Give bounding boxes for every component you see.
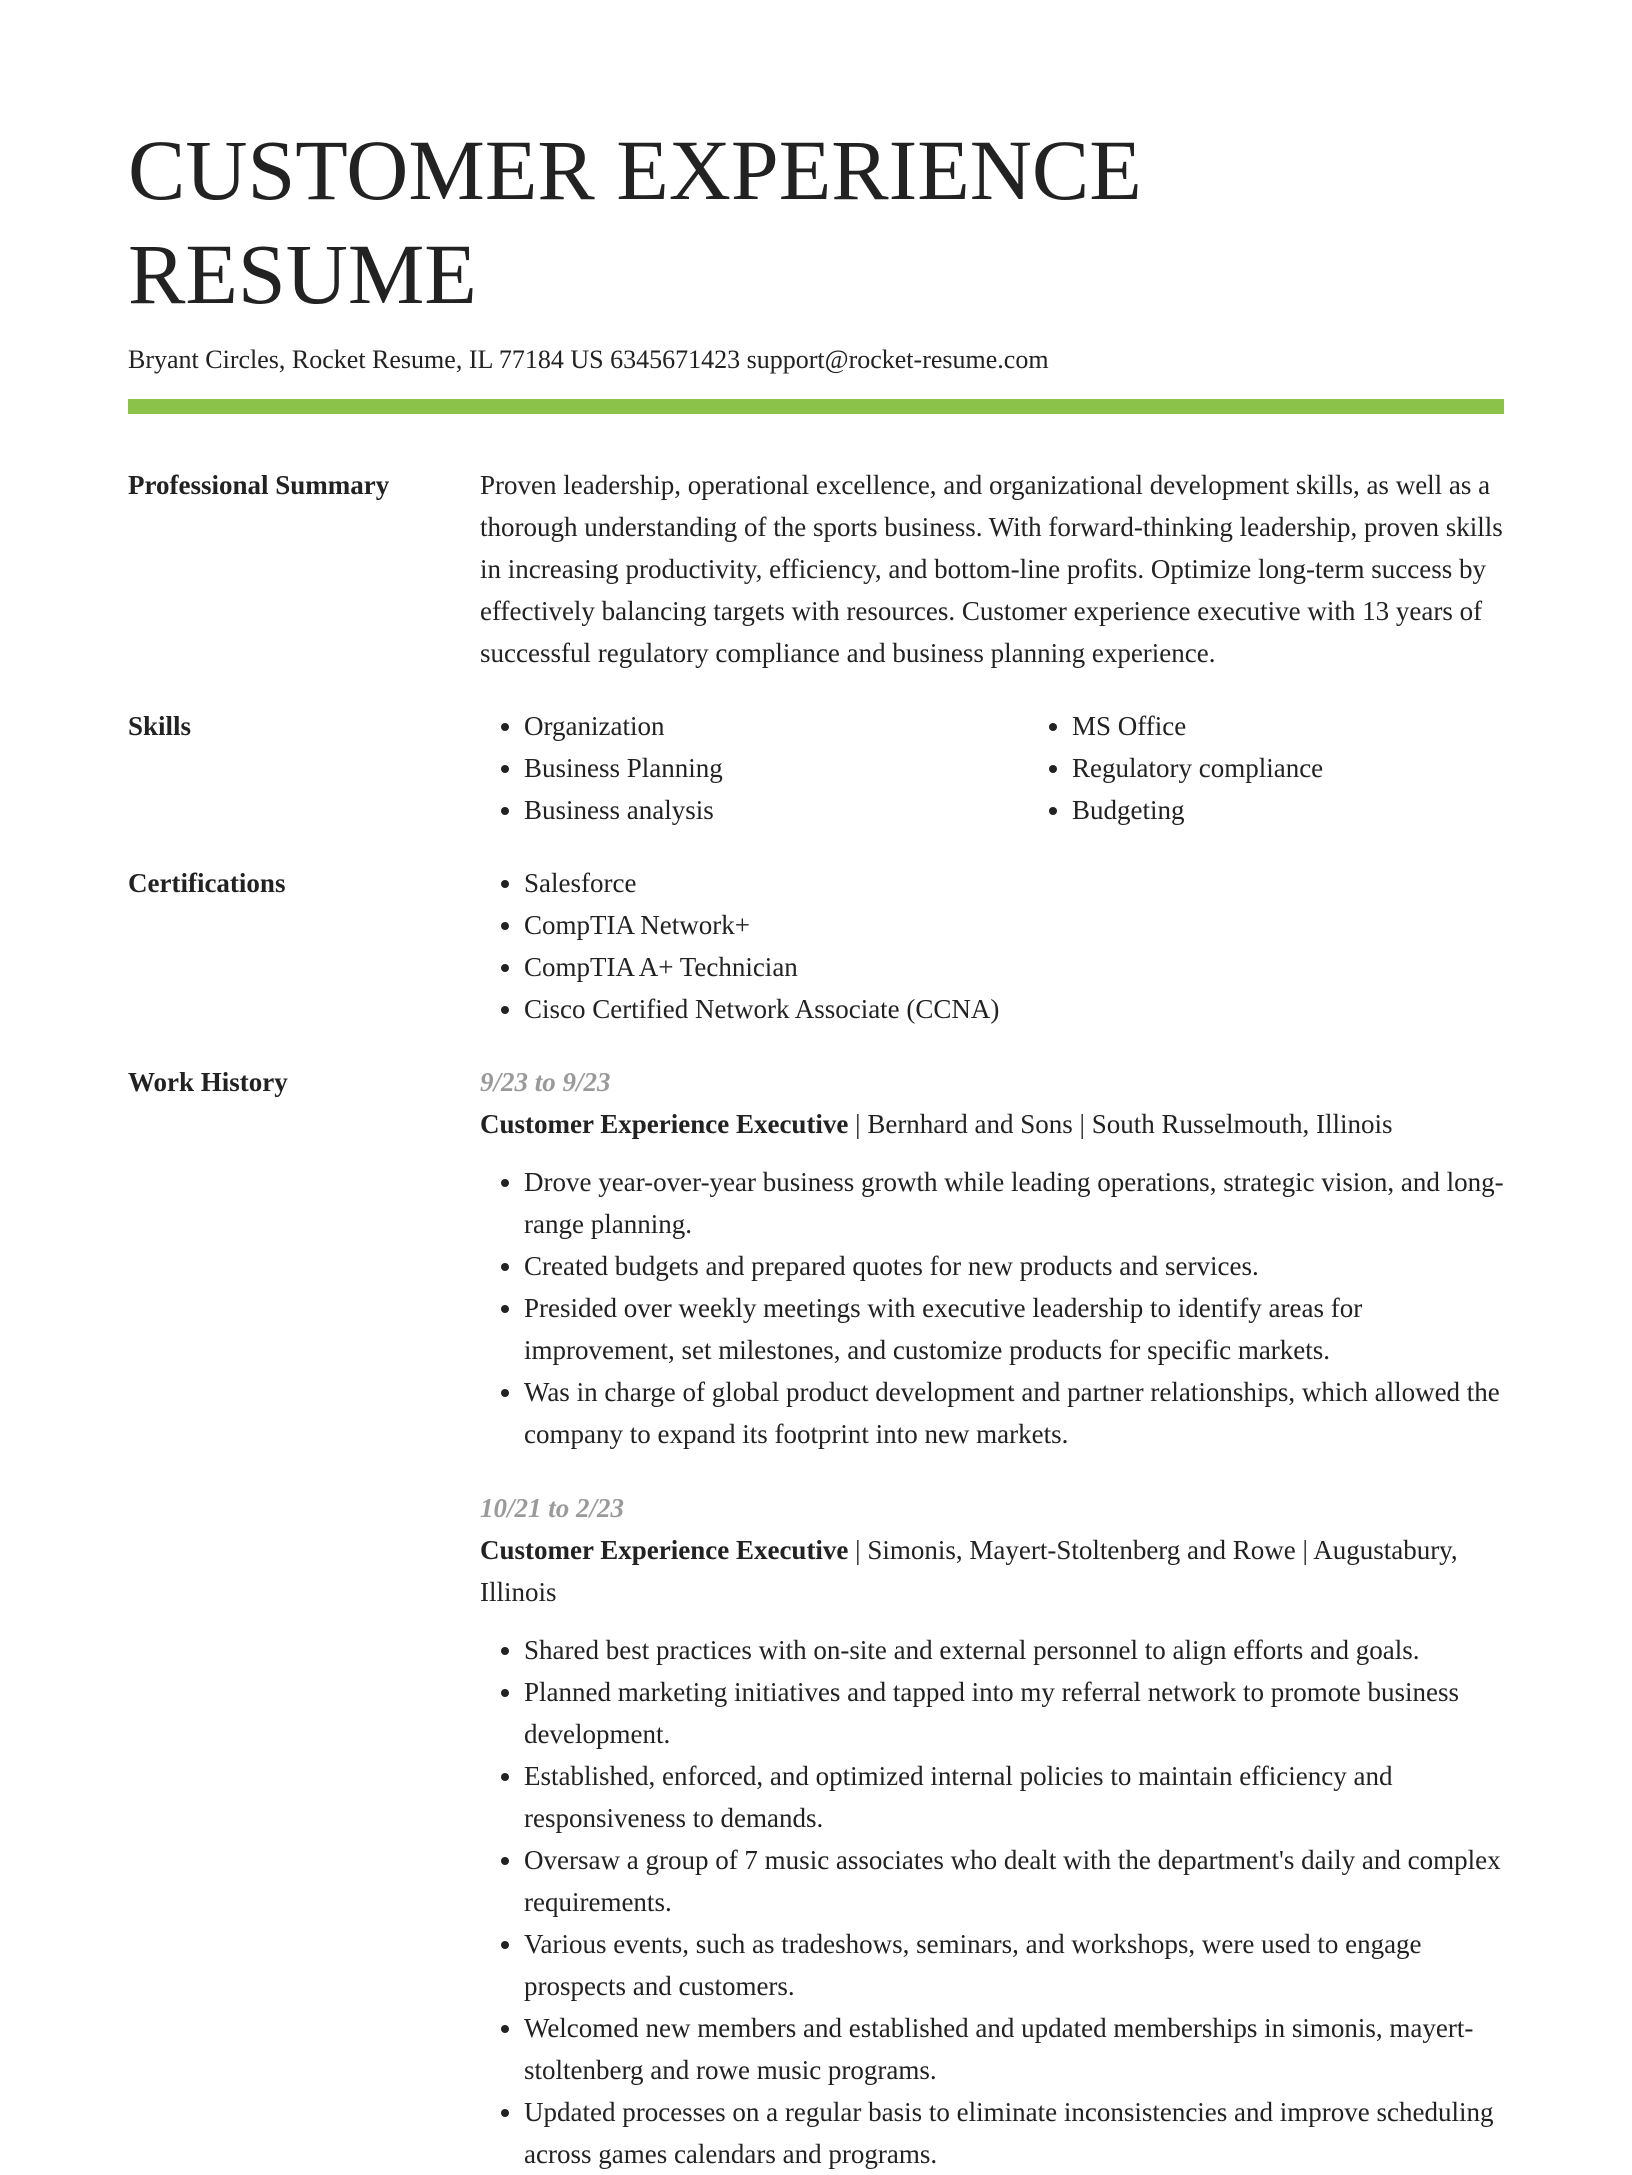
- certification-item: • Cisco Certified Network Associate (CCNA): [524, 988, 1504, 1030]
- certifications-section: [128, 862, 1504, 1030]
- certification-item: • Salesforce: [524, 862, 1504, 904]
- resume-title: CUSTOMER EXPERIENCE RESUME: [128, 122, 1142, 322]
- skill-item: • Business Planning: [524, 747, 1028, 789]
- job-date: 9/23 to 9/23: [480, 1067, 611, 1097]
- job-title: Customer Experience Executive: [480, 1109, 849, 1139]
- job-heading: [480, 1103, 1504, 1145]
- skills-section: [128, 705, 1504, 831]
- certifications-label: Certifications: [128, 868, 286, 898]
- contact-line: Bryant Circles, Rocket Resume, IL 77184 US 6345671423 support@rocket-resume.com: [128, 345, 1049, 374]
- skill-item: • Budgeting: [1072, 789, 1576, 831]
- job-bullet: • Drove year-over-year business growth while leading operations, strategic vision, and long-range planning.: [524, 1161, 1504, 1245]
- job-entry: [480, 1061, 1504, 1455]
- job-bullet: • Welcomed new members and established and updated memberships in simonis, mayert-stoltenberg and rowe music programs.: [524, 2007, 1504, 2091]
- job-bullet: • Presided over weekly meetings with executive leadership to identify areas for improvement, set milestones, and customize products for specific markets.: [524, 1287, 1504, 1371]
- skills-list-left: [480, 705, 1028, 831]
- job-bullet: • Oversaw a group of 7 music associates who dealt with the department's daily and complex requirements.: [524, 1839, 1504, 1923]
- job-details: | Simonis, Mayert-Stoltenberg and Rowe | Augustabury, Illinois: [480, 1535, 1458, 1607]
- certifications-list: [480, 862, 1504, 1030]
- skills-list-right: [1028, 705, 1576, 831]
- header-divider: [128, 399, 1504, 414]
- job-bullet: • Established, enforced, and optimized internal policies to maintain efficiency and responsiveness to demands.: [524, 1755, 1504, 1839]
- job-entry: [480, 1487, 1504, 2175]
- job-bullet: • Shared best practices with on-site and external personnel to align efforts and goals.: [524, 1629, 1504, 1671]
- job-bullet: • Was in charge of global product development and partner relationships, which allowed the company to expand its footprint into new markets.: [524, 1371, 1504, 1455]
- job-bullet: • Various events, such as tradeshows, seminars, and workshops, were used to engage prospects and customers.: [524, 1923, 1504, 2007]
- job-title: Customer Experience Executive: [480, 1535, 849, 1565]
- job-heading: [480, 1529, 1504, 1613]
- work-history-label: Work History: [128, 1067, 288, 1097]
- job-bullets: [480, 1161, 1504, 1455]
- job-bullet: • Updated processes on a regular basis to eliminate inconsistencies and improve scheduling across games calendars and programs.: [524, 2091, 1504, 2175]
- job-details: | Bernhard and Sons | South Russelmouth, Illinois: [848, 1109, 1393, 1139]
- summary-text: Proven leadership, operational excellence, and organizational development skills, as well as a thorough understanding of the sports business. With forward-thinking leadership, proven skills in increasing productivity, efficiency, and bottom-line profits. Optimize long-term success by effectively balancing targets with resources. Customer experience executive with 13 years of successful regulatory compliance and business planning experience.: [480, 470, 1503, 668]
- job-date: 10/21 to 2/23: [480, 1493, 625, 1523]
- resume-page: [128, 0, 1504, 2175]
- certification-item: • CompTIA Network+: [524, 904, 1504, 946]
- summary-label: Professional Summary: [128, 470, 390, 500]
- summary-section: [128, 464, 1504, 674]
- skill-item: • MS Office: [1072, 705, 1576, 747]
- skill-item: • Regulatory compliance: [1072, 747, 1576, 789]
- job-bullet: • Planned marketing initiatives and tapped into my referral network to promote business development.: [524, 1671, 1504, 1755]
- job-bullet: • Created budgets and prepared quotes for new products and services.: [524, 1245, 1504, 1287]
- skills-grid: [480, 705, 1576, 831]
- certification-item: • CompTIA A+ Technician: [524, 946, 1504, 988]
- skill-item: • Business analysis: [524, 789, 1028, 831]
- skill-item: • Organization: [524, 705, 1028, 747]
- skills-label: Skills: [128, 711, 192, 741]
- work-history-section: [128, 1061, 1504, 2175]
- job-bullets: [480, 1629, 1504, 2175]
